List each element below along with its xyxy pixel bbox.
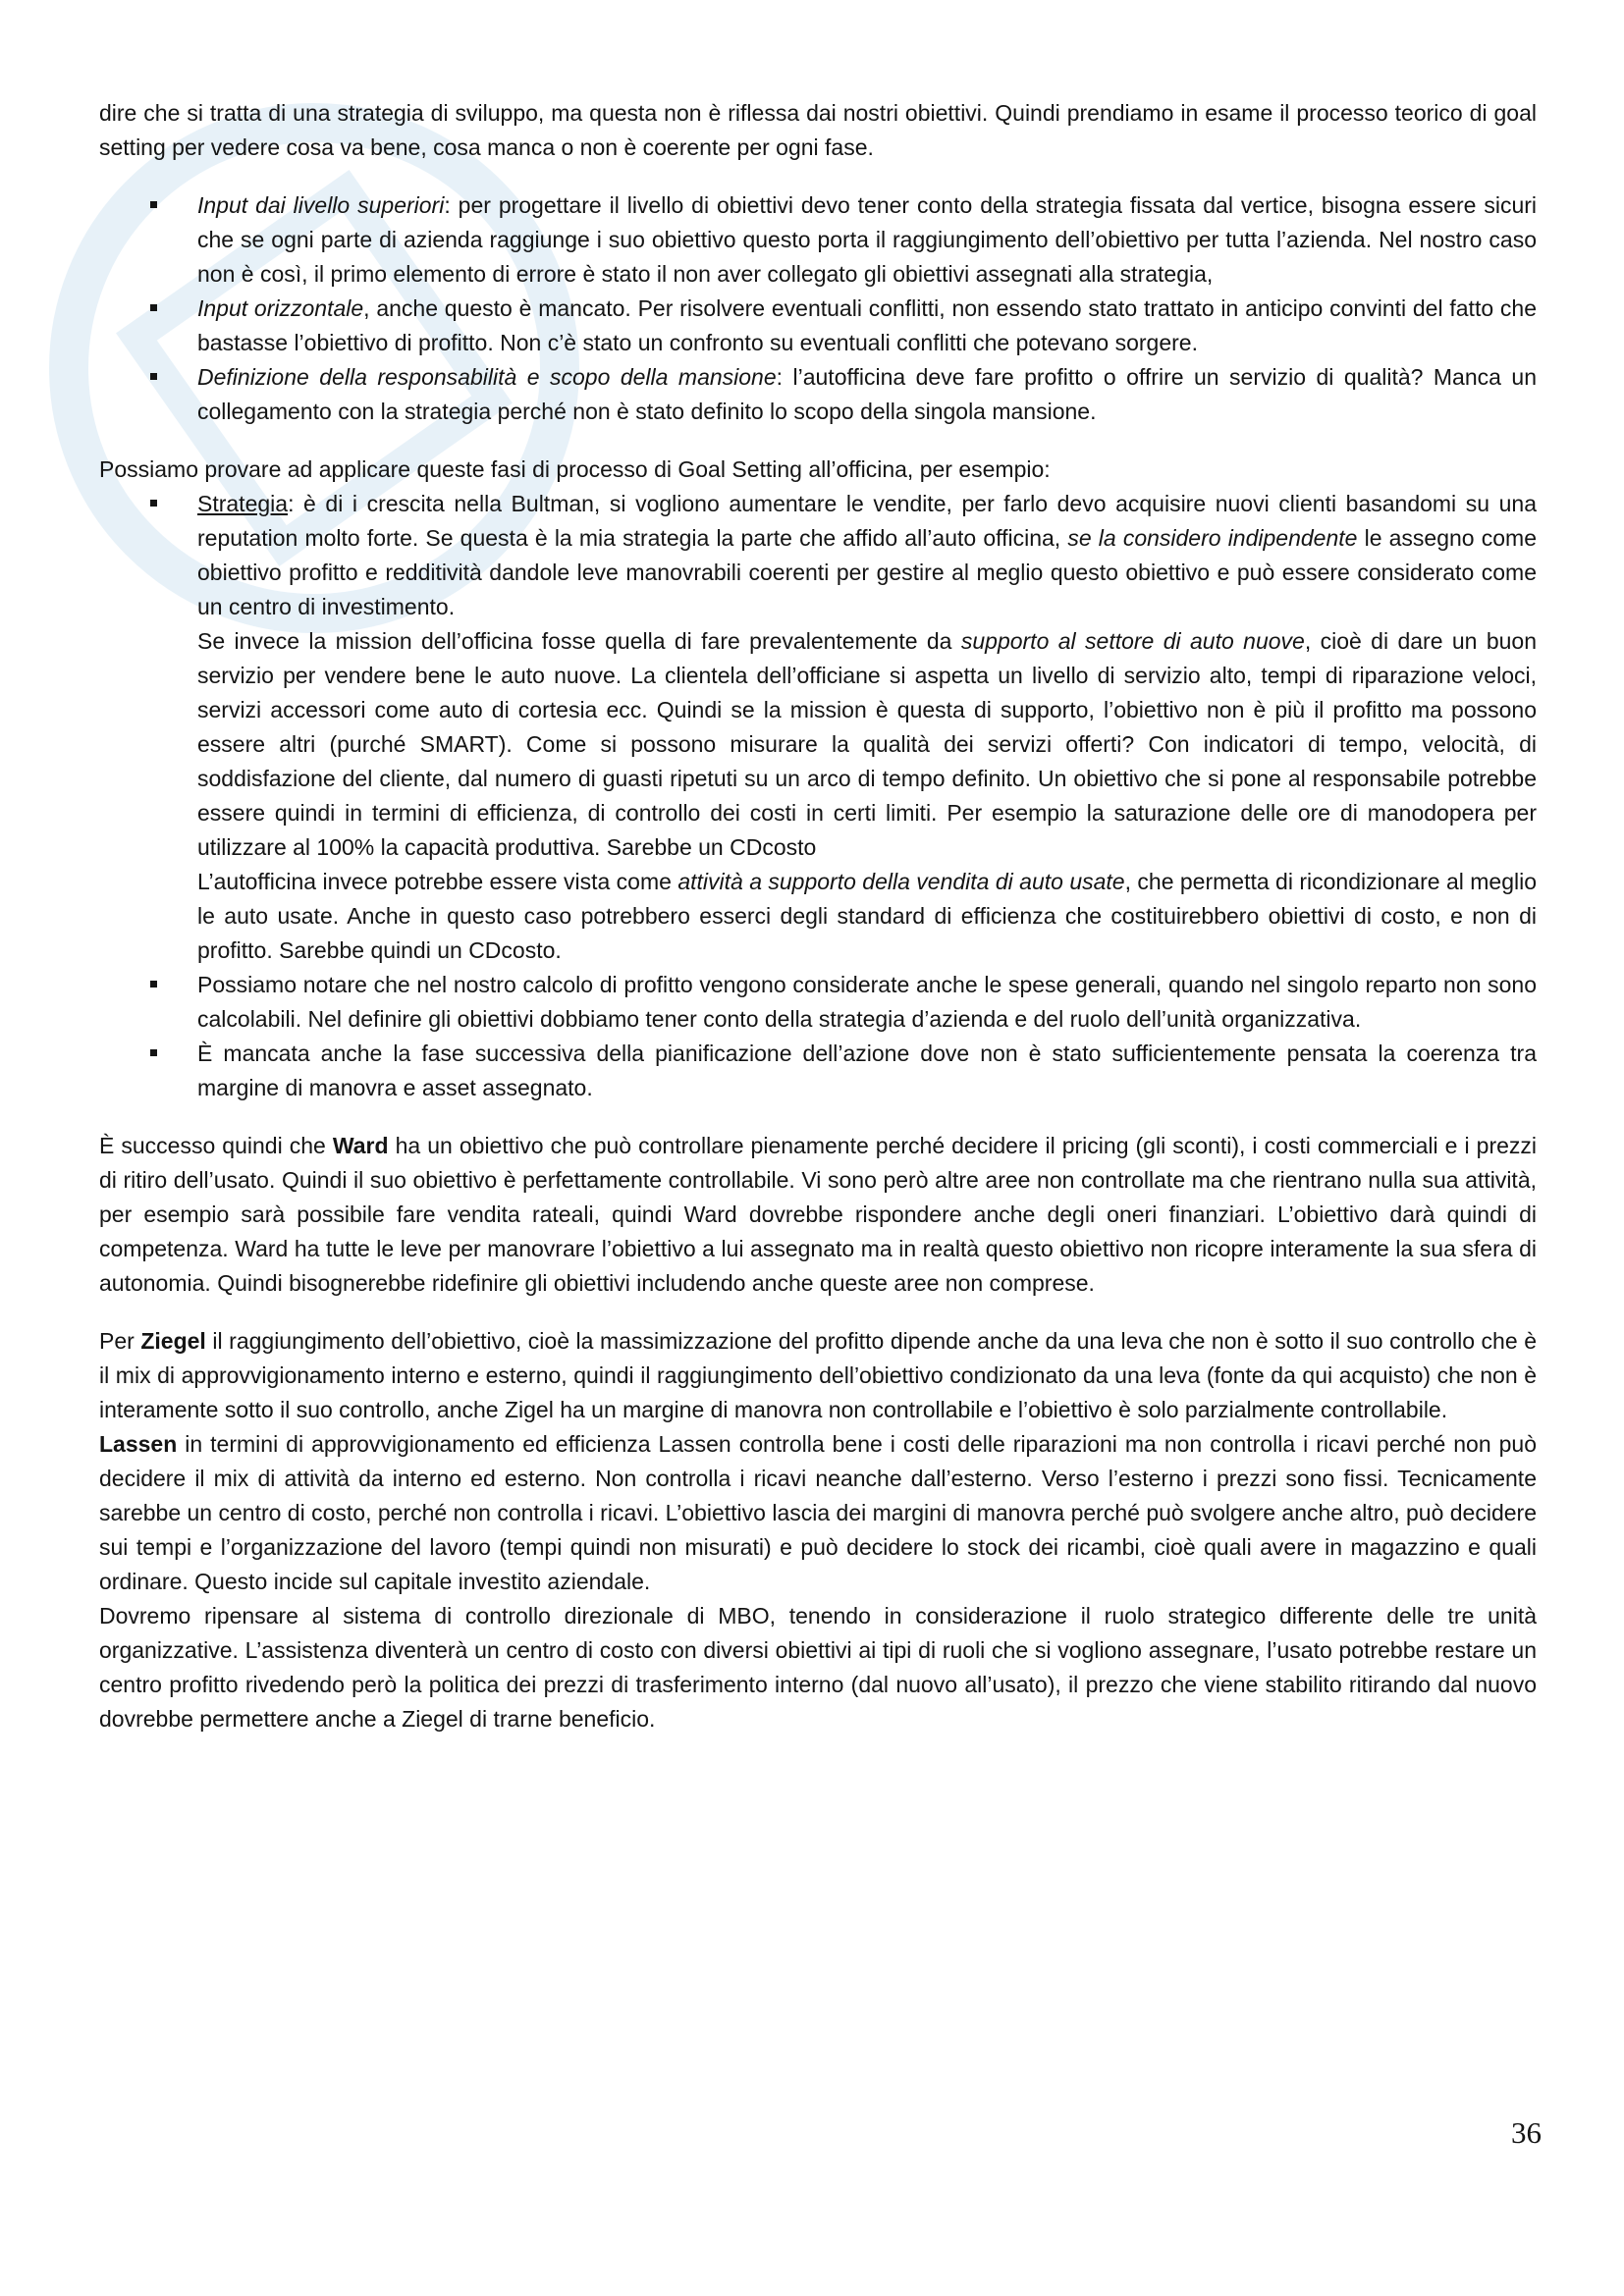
bullet-icon [150,304,157,311]
list-item [99,1037,1537,1105]
ziegel-name: Ziegel [140,1328,206,1354]
p3-italic: attività a supporto della vendita di auto usate [677,869,1125,894]
ziegel-paragraph [99,1324,1537,1427]
intro2-paragraph: Possiamo provare ad applicare queste fasi di processo di Goal Setting all’officina, per esempio: [99,456,1051,482]
bullet-icon [150,1049,157,1056]
strategia-text-cont: le assegno come obiettivo profitto e redditività dandole leve manovrabili coerenti per gestire al meglio questo obiettivo e può essere considerato come un centro di investimento. [197,525,1537,619]
list-item [99,487,1537,968]
goal-setting-issues-list [99,188,1537,429]
lassen-paragraph [99,1427,1537,1599]
strategia-paragraph-2 [197,624,1537,865]
list-item-lead: Definizione della responsabilità e scopo della mansione [197,364,777,390]
list-item-lead: Input dai livello superiori [197,192,445,218]
p2-italic: supporto al settore di auto nuove [960,628,1305,654]
strategia-text: : è di i crescita nella Bultman, si vogliono aumentare le vendite, per farlo devo acquisire nuovi clienti basandomi su una reputation molto forte. Se questa è la mia strategia la parte che affido all’auto officina, [197,491,1537,551]
list-item [99,292,1537,360]
list-item-text: , anche questo è mancato. Per risolvere eventuali conflitti, non essendo stato trattato in anticipo convinti del fatto che bastasse l’obiettivo di profitto. Non c’è stato un confronto su eventuali conflitti che potevano sorgere. [197,295,1537,355]
intro-paragraph: dire che si tratta di una strategia di sviluppo, ma questa non è riflessa dai nostri obiettivi. Quindi prendiamo in esame il processo teorico di goal setting per vedere cosa va bene, cosa manca o non è coerente per ogni fase. [99,100,1537,160]
ward-pre: È successo quindi che [99,1133,333,1158]
bullet-icon [150,373,157,380]
page-number: 36 [1511,2115,1542,2150]
strategia-lead: Strategia [197,491,289,516]
lassen-text: in termini di approvvigionamento ed efficienza Lassen controlla bene i costi delle riparazioni ma non controlla i ricavi perché non può decidere il mix di attività da interno ed esterno. Non controlla i ricavi neanche dall’esterno. Verso l’esterno i prezzi sono fissi. Tecnicamente sarebbe un centro di costo, perché non controlla i ricavi. L’obiettivo lascia dei margini di manovra perché può svolgere anche altro, può decidere sui tempi e l’organizzazione del lavoro (tempi quindi non misurati) e può decidere lo stock dei ricambi, cioè quali avere in magazzino e quali ordinare. Questo incide sul capitale investito aziendale. [99,1431,1537,1594]
strategia-paragraph-3 [197,865,1537,968]
bullet-icon [150,981,157,988]
list-item-text: : l’autofficina deve fare profitto o offrire un servizio di qualità? Manca un collegamento con la strategia perché non è stato definito lo scopo della singola mansione. [197,364,1537,424]
list-item [99,968,1537,1037]
list-item-text: : per progettare il livello di obiettivi devo tener conto della strategia fissata dal vertice, bisogna essere sicuri che se ogni parte di azienda raggiunge i suo obiettivo questo porta il raggiungimento dell’obiettivo per tutta l’azienda. Nel nostro caso non è così, il primo elemento di errore è stato il non aver collegato gli obiettivi assegnati alla strategia, [197,192,1538,287]
bullet-icon [150,500,157,507]
ward-name: Ward [332,1133,389,1158]
goal-setting-application-list [99,487,1537,1105]
closing-paragraph: Dovremo ripensare al sistema di controllo direzionale di MBO, tenendo in considerazione il ruolo strategico differente delle tre unità organizzative. L’assistenza diventerà un centro di costo con diversi obiettivi ai tipi di ruoli che si vogliono assegnare, l’usato potrebbe restare un centro profitto rivedendo però la politica dei prezzi di trasferimento interno (dal nuovo all’usato), il prezzo che viene stabilito ritirando dal nuovo dovrebbe permettere anche a Ziegel di trarne beneficio. [99,1603,1537,1732]
p2-text: Se invece la mission dell’officina fosse quella di fare prevalentemente da [197,628,961,654]
bullet-icon [150,201,157,208]
list-item-text: Possiamo notare che nel nostro calcolo di profitto vengono considerate anche le spese generali, quando nel singolo reparto non sono calcolabili. Nel definire gli obiettivi dobbiamo tener conto della strategia d’azienda e del ruolo dell’unità organizzativa. [197,972,1537,1032]
ward-paragraph [99,1129,1537,1301]
p2-text-cont: , cioè di dare un buon servizio per vendere bene le auto nuove. La clientela dell’officiane si aspetta un livello di servizio alto, tempi di riparazione veloci, servizi accessori come auto di cortesia ecc. Quindi se la mission è questa di supporto, l’obiettivo non è più il profitto ma possono essere altri (purché SMART). Come si possono misurare la qualità dei servizi offerti? Con indicatori di tempo, velocità, di soddisfazione del cliente, dal numero di guasti ripetuti su un arco di tempo definito. Un obiettivo che si pone al responsabile potrebbe essere quindi in termini di efficienza, di controllo dei costi in certi limiti. Per esempio la saturazione delle ore di manodopera per utilizzare al 100% la capacità produttiva. Sarebbe un CDcosto [197,628,1538,860]
list-item [99,188,1537,292]
ziegel-text: il raggiungimento dell’obiettivo, cioè la massimizzazione del profitto dipende anche da una leva che non è sotto il suo controllo che è il mix di approvvigionamento interno e esterno, quindi il raggiungimento dell’obiettivo condizionato da una leva (fonte da qui acquisto) che non è interamente sotto il suo controllo, anche Zigel ha un margine di manovra non controllabile e l’obiettivo è solo parzialmente controllabile. [99,1328,1537,1422]
p3-text-cont: , che permetta di ricondizionare al meglio le auto usate. Anche in questo caso potrebbero esserci degli standard di efficienza che costituirebbero obiettivi di costo, e non di profitto. Sarebbe quindi un CDcosto. [197,869,1537,963]
lassen-name: Lassen [99,1431,178,1457]
ziegel-pre: Per [99,1328,141,1354]
main-content [99,96,1537,1736]
list-item [99,360,1537,429]
list-item-text: È mancata anche la fase successiva della pianificazione dell’azione dove non è stato sufficientemente pensata la coerenza tra margine di manovra e asset assegnato. [197,1041,1537,1100]
p3-text: L’autofficina invece potrebbe essere vista come [197,869,678,894]
ward-text: ha un obiettivo che può controllare pienamente perché decidere il pricing (gli sconti), i costi commerciali e i prezzi di ritiro dell’usato. Quindi il suo obiettivo è perfettamente controllabile. Vi sono però altre aree non controllate ma che rientrano nulla sua attività, per esempio sarà possibile fare vendita rateali, quindi Ward dovrebbe rispondere anche degli oneri finanziari. L’obiettivo darà quindi di competenza. Ward ha tutte le leve per manovrare l’obiettivo a lui assegnato ma in realtà questo obiettivo non ricopre interamente la sua sfera di autonomia. Quindi bisognerebbe ridefinire gli obiettivi includendo anche queste aree non comprese. [99,1133,1538,1296]
strategia-italic: se la considero indipendente [1067,525,1358,551]
list-item-lead: Input orizzontale [197,295,364,321]
